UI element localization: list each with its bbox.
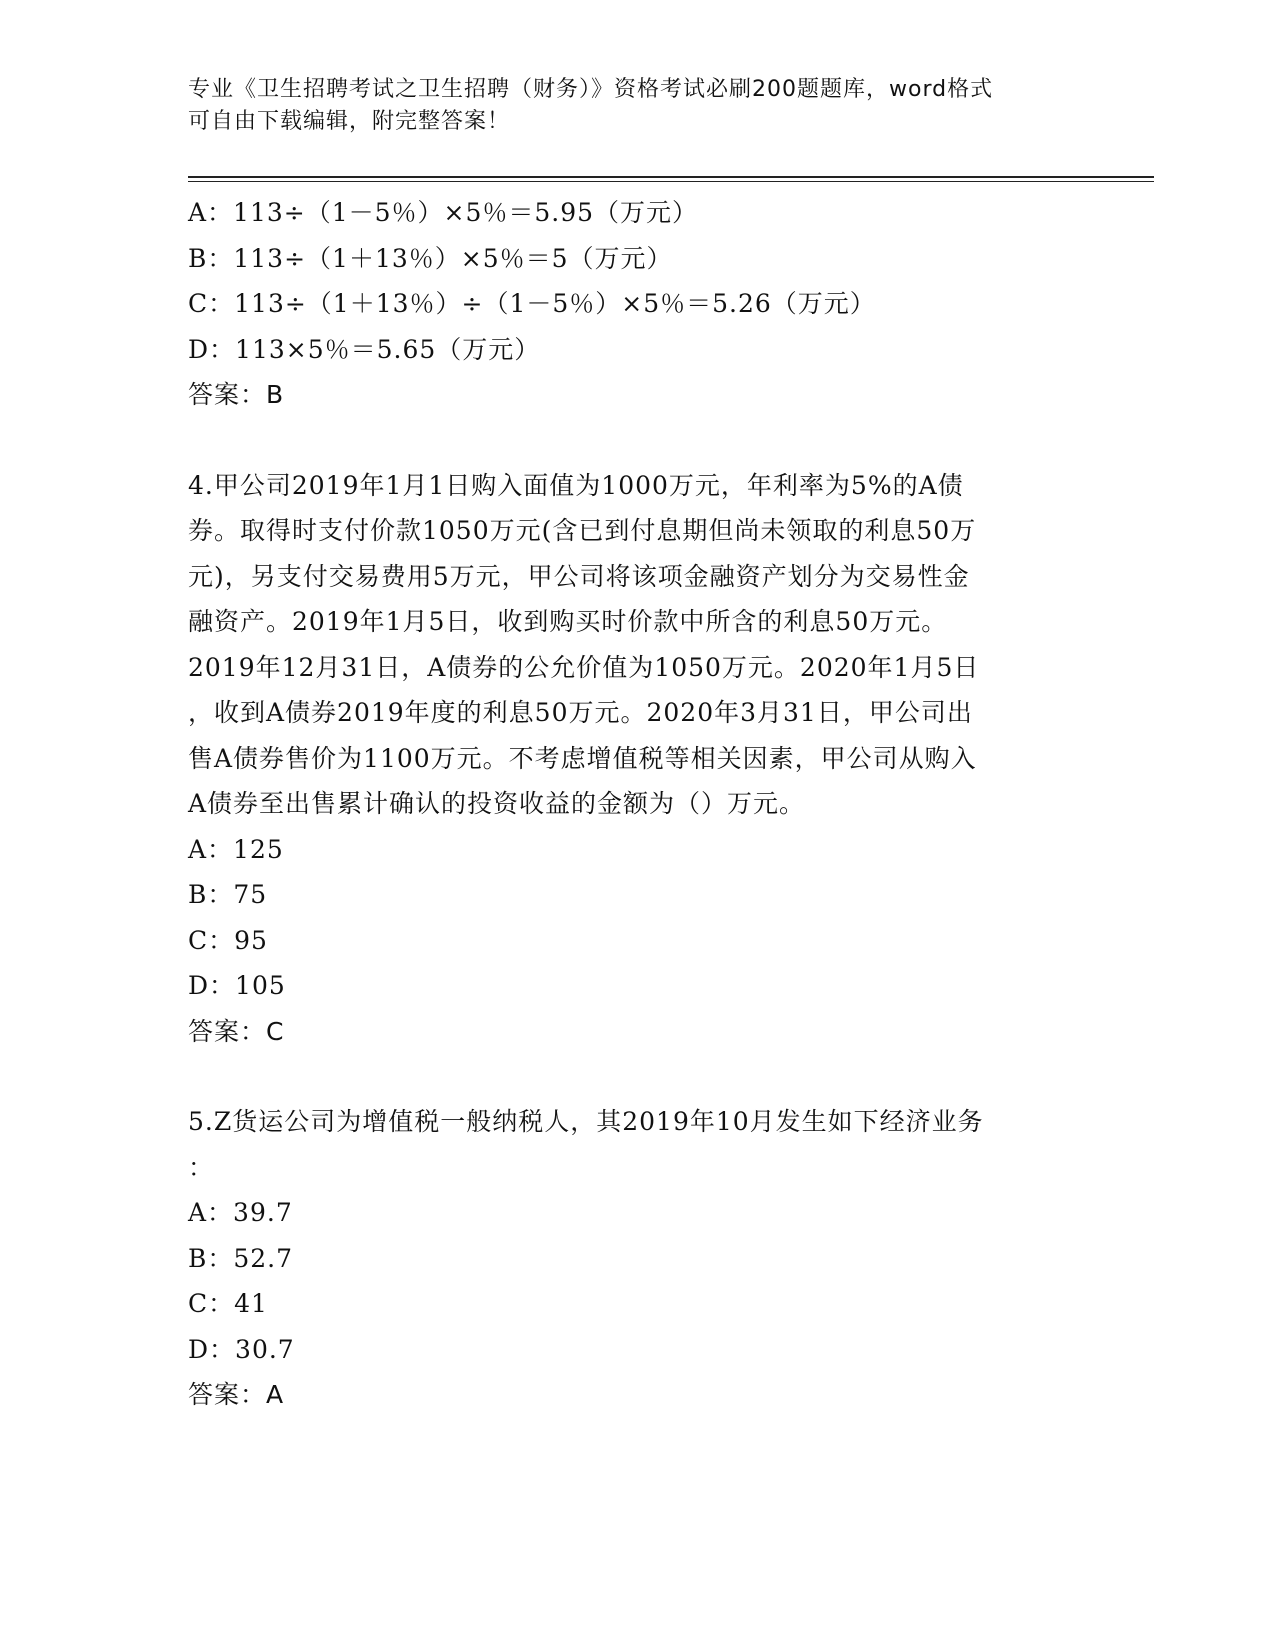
q4-stem-line: A债券至出售累计确认的投资收益的金额为（）万元。 [188, 789, 806, 818]
q3-answer: 答案：B [188, 380, 285, 409]
q5-answer: 答案：A [188, 1380, 285, 1409]
q4-answer: 答案：C [188, 1016, 285, 1046]
q3-option-b: B：113÷（1＋13％）×5％＝5（万元） [188, 243, 673, 273]
q5-option-d: D：30.7 [188, 1334, 295, 1364]
q4-stem-line: 4.甲公司2019年1月1日购入面值为1000万元，年利率为5%的A债 [188, 470, 964, 500]
question-5 [188, 1099, 1088, 1418]
question-4 [188, 463, 1088, 1055]
header-title-line-1: 专业《卫生招聘考试之卫生招聘（财务）》资格考试必刷200题题库，word格式 [188, 77, 994, 102]
q4-stem-line: 售A债券售价为1100万元。不考虑增值税等相关因素，甲公司从购入 [188, 743, 977, 773]
spacer [188, 1054, 1088, 1099]
header-divider-thin [188, 181, 1154, 182]
q5-stem-line: ： [188, 1152, 215, 1182]
q4-stem-line: 元)，另支付交易费用5万元，甲公司将该项金融资产划分为交易性金 [188, 561, 970, 591]
q5-stem-line: 5.Z货运公司为增值税一般纳税人，其2019年10月发生如下经济业务 [188, 1107, 984, 1136]
q4-stem-line: 融资产。2019年1月5日，收到购买时价款中所含的利息50万元。 [188, 607, 948, 636]
q3-option-c: C：113÷（1＋13％）÷（1－5％）×5％＝5.26（万元） [188, 289, 876, 318]
question-3-continued [188, 190, 1088, 418]
header-title-line-2: 可自由下载编辑，附完整答案！ [188, 109, 511, 134]
q4-option-a: A：125 [188, 834, 284, 864]
q4-option-c: C：95 [188, 925, 268, 955]
q4-stem-line: ，收到A债券2019年度的利息50万元。2020年3月31日，甲公司出 [188, 698, 973, 727]
page-header [188, 74, 1088, 138]
q4-option-b: B：75 [188, 880, 268, 909]
q5-option-a: A：39.7 [188, 1198, 293, 1227]
q4-stem-line: 2019年12月31日，A债券的公允价值为1050万元。2020年1月5日 [188, 652, 980, 682]
q3-option-d: D：113×5％＝5.65（万元） [188, 334, 541, 364]
q5-option-c: C：41 [188, 1289, 268, 1318]
header-divider-thick [188, 176, 1154, 178]
q4-option-d: D：105 [188, 971, 286, 1000]
q4-stem-line: 券。取得时支付价款1050万元(含已到付息期但尚未领取的利息50万 [188, 516, 977, 545]
spacer [188, 418, 1088, 463]
question-content [188, 190, 1088, 1418]
q3-option-a: A：113÷（1－5％）×5％＝5.95（万元） [188, 198, 699, 227]
q5-option-b: B：52.7 [188, 1243, 294, 1273]
